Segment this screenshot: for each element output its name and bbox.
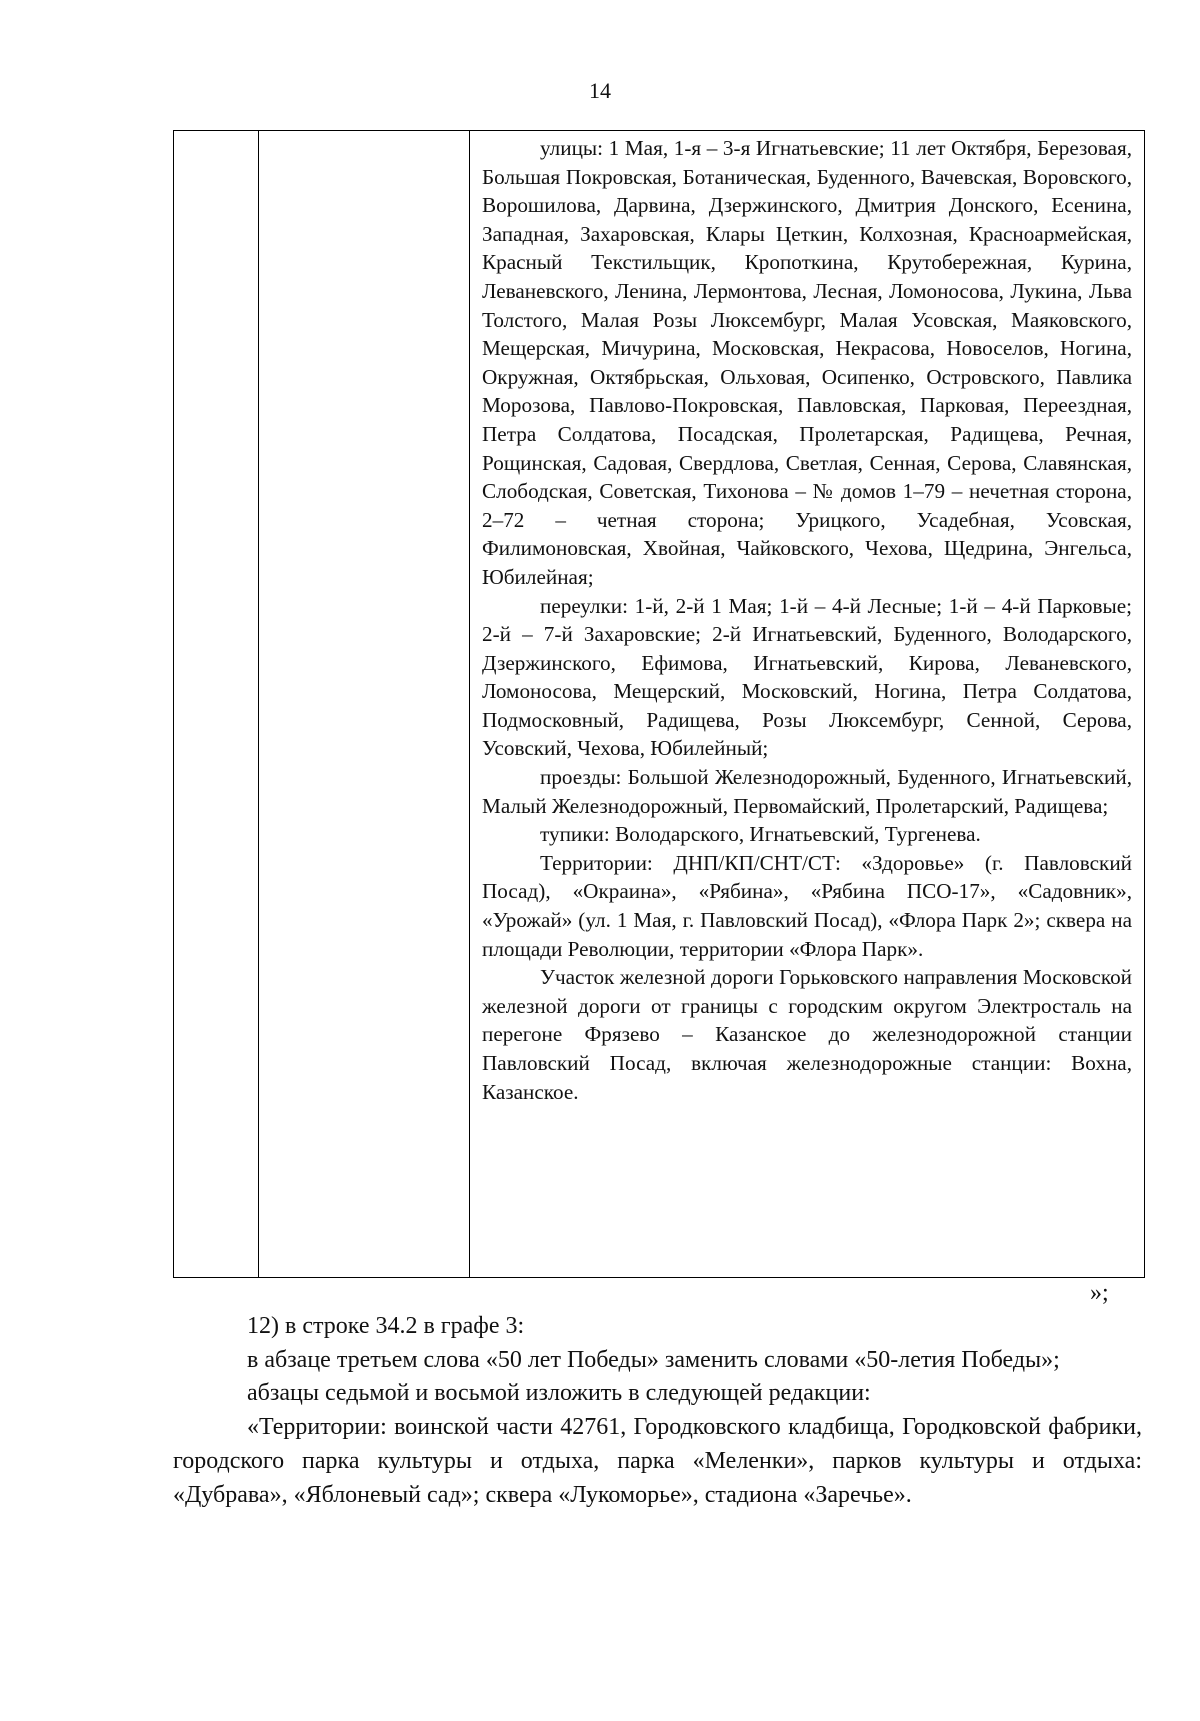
closing-quote-mark: »; [1090,1280,1109,1306]
page-number: 14 [589,78,611,103]
lanes-paragraph: переулки: 1-й, 2-й 1 Мая; 1-й – 4-й Лесные; 1-й – 4-й Парковые; 2-й – 7-й Захаровские; 2-й Игнатьевский, Буденного, Володарского, Дзержинского, Ефимова, Игнатьевский, Кирова, Леваневского, Ломоносова, Мещерский, Московский, Ногина, Петра Солдатова, Подмосковный, Радищева, Розы Люксембург, Сенной, Серова, Усовский, Чехова, Юбилейный; [482,593,1132,761]
amendment-paragraph: в абзаце третьем слова «50 лет Победы» заменить словами «50-летия Победы»; [247,1346,1060,1373]
item-12-heading: 12) в строке 34.2 в графе 3: [247,1313,525,1339]
table-cell-name [259,131,470,1278]
territories-paragraph: Территории: ДНП/КП/СНТ/СТ: «Здоровье» (г. Павловский Посад), «Окраина», «Рябина», «Рябина ПСО-17», «Садовник», «Урожай» (ул. 1 Мая, г. Павловский Посад), «Флора Парк 2»; сквера на площади Революции, территории «Флора Парк». [482,850,1132,961]
dead-ends-paragraph: тупики: Володарского, Игнатьевский, Тургенева. [540,822,981,847]
railway-paragraph: Участок железной дороги Горьковского направления Московской железной дороги от границы с городским округом Электросталь на перегоне Фрязево – Казанское до железнодорожной станции Павловский Посад, включая железнодорожные станции: Вохна, Казанское. [482,965,1132,1104]
passages-paragraph: проезды: Большой Железнодорожный, Буденного, Игнатьевский, Малый Железнодорожный, Первомайский, Пролетарский, Радищева; [482,765,1132,818]
table-row [174,131,1145,1278]
amendment-paragraph: «Территории: воинской части 42761, Городковского кладбища, Городковской фабрики, городского парка культуры и отдыха, парка «Меленки», парков культуры и отдыха: «Дубрава», «Яблоневый сад»; сквера «Лукоморье», стадиона «Заречье». [173,1414,1142,1508]
amendment-text [173,1310,1142,1512]
streets-paragraph: улицы: 1 Мая, 1-я – 3-я Игнатьевские; 11 лет Октября, Березовая, Большая Покровская, Ботаническая, Буденного, Вачевская, Воровского, Ворошилова, Дарвина, Дзержинского, Дмитрия Донского, Есенина, Западная, Захаровская, Клары Цеткин, Колхозная, Красноармейская, Красный Текстильщик, Кропоткина, Крутобережная, Курина, Леваневского, Ленина, Лермонтова, Лесная, Ломоносова, Лукина, Льва Толстого, Малая Розы Люксембург, Малая Усовская, Маяковского, Мещерская, Мичурина, Московская, Некрасова, Новоселов, Ногина, Окружная, Октябрьская, Ольховая, Осипенко, Островского, Павлика Морозова, Павлово-Покровская, Павловская, Парковая, Переездная, Петра Солдатова, Посадская, Пролетарская, Радищева, Речная, Рощинская, Садовая, Свердлова, Светлая, Сенная, Серова, Славянская, Слободская, Советская, Тихонова – № домов 1–79 – нечетная сторона, 2–72 – четная сторона; Урицкого, Усадебная, Усовская, Филимоновская, Хвойная, Чайковского, Чехова, Щедрина, Энгельса, Юбилейная; [482,136,1132,589]
amendment-paragraph: абзацы седьмой и восьмой изложить в следующей редакции: [247,1380,871,1407]
table-cell-number [174,131,259,1278]
amendment-table [173,130,1145,1278]
table-cell-territory-list [470,131,1145,1278]
